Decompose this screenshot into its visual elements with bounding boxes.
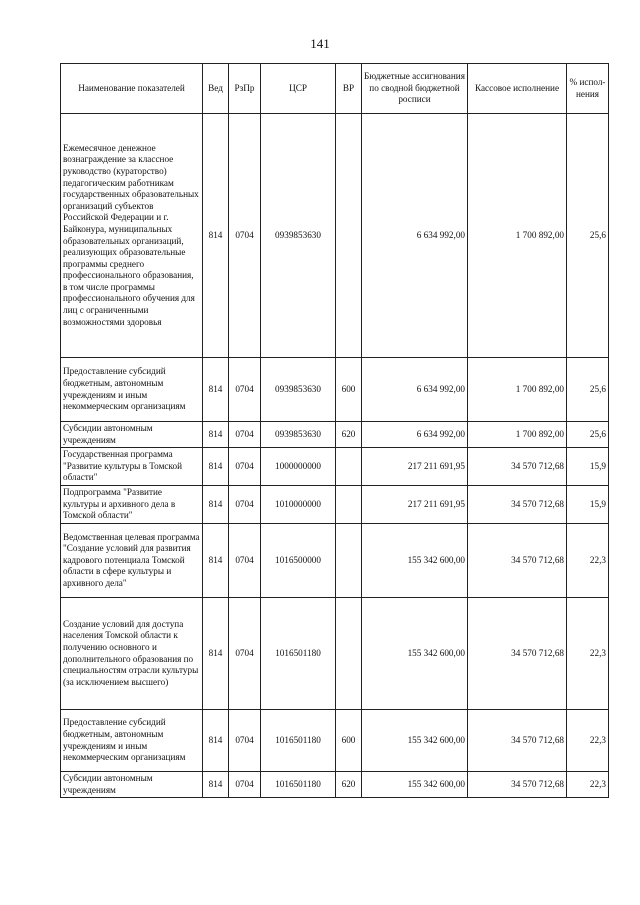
- row-name: Государственная программа "Развитие культуры в Томской области": [61, 448, 203, 486]
- table-row: [61, 598, 609, 710]
- table-row: [61, 422, 609, 448]
- row-ved: 814: [203, 448, 229, 486]
- row-rzpr: 0704: [229, 524, 261, 598]
- row-name: Предоставление субсидий бюджетным, автономным учреждениям и иным некоммерческим организациям: [61, 358, 203, 422]
- row-cash: 34 570 712,68: [468, 448, 567, 486]
- row-budget: 6 634 992,00: [362, 422, 468, 448]
- row-cash: 34 570 712,68: [468, 710, 567, 772]
- header-csr: ЦСР: [261, 64, 336, 114]
- table-row: [61, 524, 609, 598]
- table-row: [61, 448, 609, 486]
- row-ved: 814: [203, 710, 229, 772]
- row-csr: 1016501180: [261, 710, 336, 772]
- row-budget: 155 342 600,00: [362, 772, 468, 798]
- row-csr: 0939853630: [261, 422, 336, 448]
- header-rzpr: РзПр: [229, 64, 261, 114]
- row-vr: [336, 486, 362, 524]
- row-csr: 1016501180: [261, 598, 336, 710]
- row-csr: 0939853630: [261, 114, 336, 358]
- row-vr: [336, 448, 362, 486]
- row-csr: 1010000000: [261, 486, 336, 524]
- row-name: Субсидии автономным учреждениям: [61, 422, 203, 448]
- row-pct: 22,3: [567, 598, 609, 710]
- row-budget: 155 342 600,00: [362, 598, 468, 710]
- row-ved: 814: [203, 486, 229, 524]
- row-ved: 814: [203, 114, 229, 358]
- row-pct: 22,3: [567, 710, 609, 772]
- row-cash: 1 700 892,00: [468, 358, 567, 422]
- row-pct: 15,9: [567, 448, 609, 486]
- row-cash: 34 570 712,68: [468, 524, 567, 598]
- header-name: Наименование показателей: [61, 64, 203, 114]
- header-pct: % испол-нения: [567, 64, 609, 114]
- row-vr: 620: [336, 422, 362, 448]
- row-name: Предоставление субсидий бюджетным, автономным учреждениям и иным некоммерческим организациям: [61, 710, 203, 772]
- header-cash: Кассовое исполнение: [468, 64, 567, 114]
- row-cash: 34 570 712,68: [468, 486, 567, 524]
- row-rzpr: 0704: [229, 114, 261, 358]
- row-name: Подпрограмма "Развитие культуры и архивного дела в Томской области": [61, 486, 203, 524]
- row-cash: 1 700 892,00: [468, 114, 567, 358]
- row-vr: 600: [336, 358, 362, 422]
- row-rzpr: 0704: [229, 358, 261, 422]
- row-budget: 155 342 600,00: [362, 710, 468, 772]
- row-budget: 217 211 691,95: [362, 448, 468, 486]
- budget-execution-table: [60, 63, 609, 798]
- table-header-row: [61, 64, 609, 114]
- table-row: [61, 486, 609, 524]
- row-vr: [336, 598, 362, 710]
- row-name: Ведомственная целевая программа "Создание условий для развития кадрового потенциала Томской области в сфере культуры и архивного дела": [61, 524, 203, 598]
- row-pct: 25,6: [567, 114, 609, 358]
- row-vr: [336, 114, 362, 358]
- row-rzpr: 0704: [229, 772, 261, 798]
- row-pct: 25,6: [567, 358, 609, 422]
- row-rzpr: 0704: [229, 486, 261, 524]
- row-cash: 34 570 712,68: [468, 598, 567, 710]
- row-cash: 1 700 892,00: [468, 422, 567, 448]
- row-vr: 600: [336, 710, 362, 772]
- row-name: Создание условий для доступа населения Томской области к получению основного и дополнительного образования по специальностям отрасли культуры (за исключением высшего): [61, 598, 203, 710]
- row-cash: 34 570 712,68: [468, 772, 567, 798]
- row-csr: 1000000000: [261, 448, 336, 486]
- table-row: [61, 358, 609, 422]
- row-vr: [336, 524, 362, 598]
- row-rzpr: 0704: [229, 710, 261, 772]
- table-row: [61, 710, 609, 772]
- row-budget: 217 211 691,95: [362, 486, 468, 524]
- row-name: Ежемесячное денежное вознаграждение за классное руководство (кураторство) педагогическим работникам государственных образовательных организаций субъектов Российской Федерации и г. Байконура, муниципальных образовательных организаций, реализующих образовательные программы среднего профессионального образования, в том числе программы профессионального обучения для лиц с ограниченными возможностями здоровья: [61, 114, 203, 358]
- header-ved: Вед: [203, 64, 229, 114]
- row-budget: 155 342 600,00: [362, 524, 468, 598]
- row-budget: 6 634 992,00: [362, 358, 468, 422]
- row-name: Субсидии автономным учреждениям: [61, 772, 203, 798]
- header-budget: Бюджетные ассигнования по сводной бюджетной росписи: [362, 64, 468, 114]
- row-pct: 25,6: [567, 422, 609, 448]
- row-csr: 1016500000: [261, 524, 336, 598]
- row-vr: 620: [336, 772, 362, 798]
- row-pct: 22,3: [567, 772, 609, 798]
- header-vr: ВР: [336, 64, 362, 114]
- row-ved: 814: [203, 422, 229, 448]
- row-budget: 6 634 992,00: [362, 114, 468, 358]
- row-pct: 15,9: [567, 486, 609, 524]
- row-ved: 814: [203, 524, 229, 598]
- row-rzpr: 0704: [229, 422, 261, 448]
- row-rzpr: 0704: [229, 448, 261, 486]
- page-number: 141: [310, 36, 330, 51]
- row-pct: 22,3: [567, 524, 609, 598]
- table-row: [61, 114, 609, 358]
- row-csr: 0939853630: [261, 358, 336, 422]
- row-ved: 814: [203, 772, 229, 798]
- row-csr: 1016501180: [261, 772, 336, 798]
- row-ved: 814: [203, 598, 229, 710]
- table-row: [61, 772, 609, 798]
- row-rzpr: 0704: [229, 598, 261, 710]
- row-ved: 814: [203, 358, 229, 422]
